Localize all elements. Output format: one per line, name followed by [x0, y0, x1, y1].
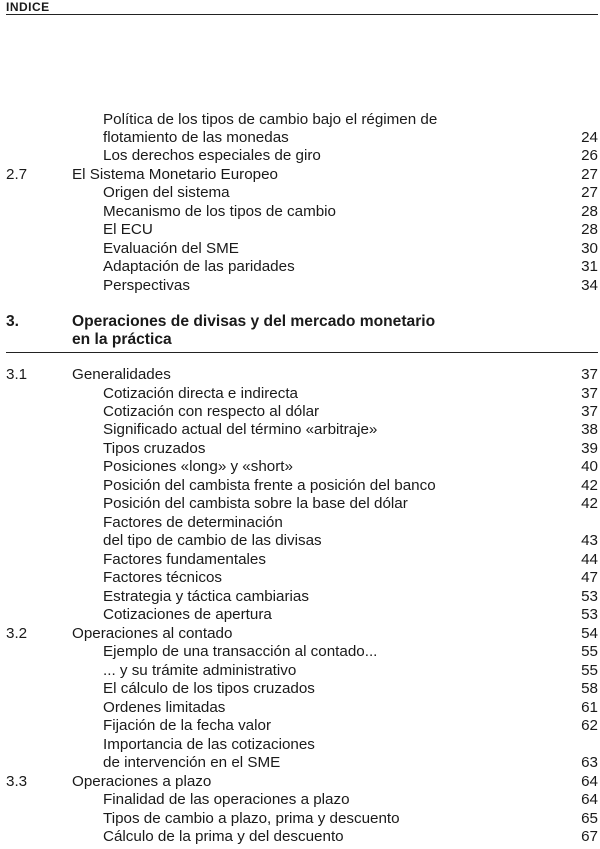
toc-section: [0, 773, 600, 791]
entry-title: Cotizaciones de apertura: [103, 606, 272, 623]
page-number: 30: [581, 240, 598, 257]
page-number: 61: [581, 699, 598, 716]
toc-subsection: [0, 643, 600, 661]
page-number: 37: [581, 366, 598, 383]
page-number: 38: [581, 421, 598, 438]
entry-title: Tipos cruzados: [103, 440, 206, 457]
section-number: 3.1: [6, 366, 28, 383]
page-number: 43: [581, 532, 598, 549]
entry-title: Significado actual del término «arbitraje»: [103, 421, 378, 438]
entry-title: Origen del sistema: [103, 184, 230, 201]
toc-subsection: [0, 258, 600, 276]
toc-subsection: [0, 551, 600, 569]
page-number: 37: [581, 403, 598, 420]
section-number: 3.: [6, 313, 20, 330]
entry-title: Operaciones al contado: [72, 625, 233, 642]
toc-subsection: [0, 754, 600, 772]
toc-subsection: [0, 477, 600, 495]
page-number: 24: [581, 129, 598, 146]
toc-subsection: [0, 184, 600, 202]
toc-subsection: [0, 277, 600, 295]
page-number: 53: [581, 588, 598, 605]
entry-title: flotamiento de las monedas: [103, 129, 289, 146]
section-number: 3.3: [6, 773, 28, 790]
entry-title: Operaciones a plazo: [72, 773, 212, 790]
page-number: 40: [581, 458, 598, 475]
toc-subsection: [0, 699, 600, 717]
running-head: INDICE: [6, 0, 50, 14]
entry-title: Cotización con respecto al dólar: [103, 403, 320, 420]
toc-subsection: [0, 458, 600, 476]
page-number: 55: [581, 662, 598, 679]
entry-title: El ECU: [103, 221, 153, 238]
page-number: 64: [581, 791, 598, 808]
toc-subsection: [0, 147, 600, 165]
entry-title: Tipos de cambio a plazo, prima y descuento: [103, 810, 400, 827]
toc-subsection: [0, 495, 600, 513]
toc-subsection: [0, 810, 600, 828]
toc-subsection: [0, 385, 600, 403]
page-number: 39: [581, 440, 598, 457]
toc-subsection: [0, 532, 600, 550]
toc-subsection: [0, 606, 600, 624]
page-number: 53: [581, 606, 598, 623]
page-number: 65: [581, 810, 598, 827]
toc-section: [0, 166, 600, 184]
toc-subsection: [0, 514, 600, 532]
toc-subsection: [0, 421, 600, 439]
page-number: 64: [581, 773, 598, 790]
entry-title: Fijación de la fecha valor: [103, 717, 271, 734]
entry-title: Estrategia y táctica cambiarias: [103, 588, 309, 605]
entry-title: Perspectivas: [103, 277, 190, 294]
toc-subsection: [0, 736, 600, 754]
entry-title: Posición del cambista sobre la base del dólar: [103, 495, 408, 512]
chapter-heading: [0, 331, 600, 349]
entry-title: del tipo de cambio de las divisas: [103, 532, 322, 549]
entry-title: ... y su trámite administrativo: [103, 662, 297, 679]
page-number: 27: [581, 166, 598, 183]
page-number: 55: [581, 643, 598, 660]
section-number: 2.7: [6, 166, 28, 183]
toc-subsection: [0, 203, 600, 221]
entry-title: Política de los tipos de cambio bajo el régimen de: [103, 111, 438, 128]
page-number: 31: [581, 258, 598, 275]
toc-subsection: [0, 717, 600, 735]
entry-title: Factores fundamentales: [103, 551, 266, 568]
page-number: 42: [581, 477, 598, 494]
toc-subsection: [0, 588, 600, 606]
page-number: 37: [581, 385, 598, 402]
page-number: 54: [581, 625, 598, 642]
entry-title: Evaluación del SME: [103, 240, 239, 257]
toc-subsection: [0, 569, 600, 587]
toc-subsection: [0, 111, 600, 129]
toc-subsection: [0, 440, 600, 458]
page-number: 27: [581, 184, 598, 201]
toc-subsection: [0, 221, 600, 239]
entry-title: El cálculo de los tipos cruzados: [103, 680, 315, 697]
entry-title: Importancia de las cotizaciones: [103, 736, 315, 753]
entry-title: Los derechos especiales de giro: [103, 147, 321, 164]
entry-title: Factores técnicos: [103, 569, 223, 586]
toc-subsection: [0, 828, 600, 846]
toc-subsection: [0, 680, 600, 698]
page-number: 63: [581, 754, 598, 771]
page-number: 28: [581, 203, 598, 220]
entry-title: Ejemplo de una transacción al contado...: [103, 643, 378, 660]
page-number: 47: [581, 569, 598, 586]
entry-title: de intervención en el SME: [103, 754, 281, 771]
entry-title: Adaptación de las paridades: [103, 258, 295, 275]
page-number: 58: [581, 680, 598, 697]
header-rule: [6, 14, 598, 15]
page-number: 44: [581, 551, 598, 568]
entry-title: Finalidad de las operaciones a plazo: [103, 791, 350, 808]
entry-title: El Sistema Monetario Europeo: [72, 166, 278, 183]
entry-title: Ordenes limitadas: [103, 699, 226, 716]
entry-title: Operaciones de divisas y del mercado monetario: [72, 313, 436, 330]
entry-title: Posiciones «long» y «short»: [103, 458, 293, 475]
toc-subsection: [0, 240, 600, 258]
entry-title: Generalidades: [72, 366, 171, 383]
toc-subsection: [0, 403, 600, 421]
entry-title: Cotización directa e indirecta: [103, 385, 299, 402]
chapter-heading: [0, 313, 600, 331]
toc-section: [0, 366, 600, 384]
page-number: 67: [581, 828, 598, 845]
toc-subsection: [0, 662, 600, 680]
toc-subsection: [0, 129, 600, 147]
page-number: 34: [581, 277, 598, 294]
entry-title: Posición del cambista frente a posición del banco: [103, 477, 436, 494]
chapter-rule: [6, 352, 598, 353]
toc-subsection: [0, 791, 600, 809]
toc-section: [0, 625, 600, 643]
entry-title: Mecanismo de los tipos de cambio: [103, 203, 336, 220]
section-number: 3.2: [6, 625, 28, 642]
page-number: 62: [581, 717, 598, 734]
page-number: 42: [581, 495, 598, 512]
page-number: 26: [581, 147, 598, 164]
entry-title: en la práctica: [72, 331, 172, 348]
page-number: 28: [581, 221, 598, 238]
entry-title: Factores de determinación: [103, 514, 283, 531]
entry-title: Cálculo de la prima y del descuento: [103, 828, 344, 845]
